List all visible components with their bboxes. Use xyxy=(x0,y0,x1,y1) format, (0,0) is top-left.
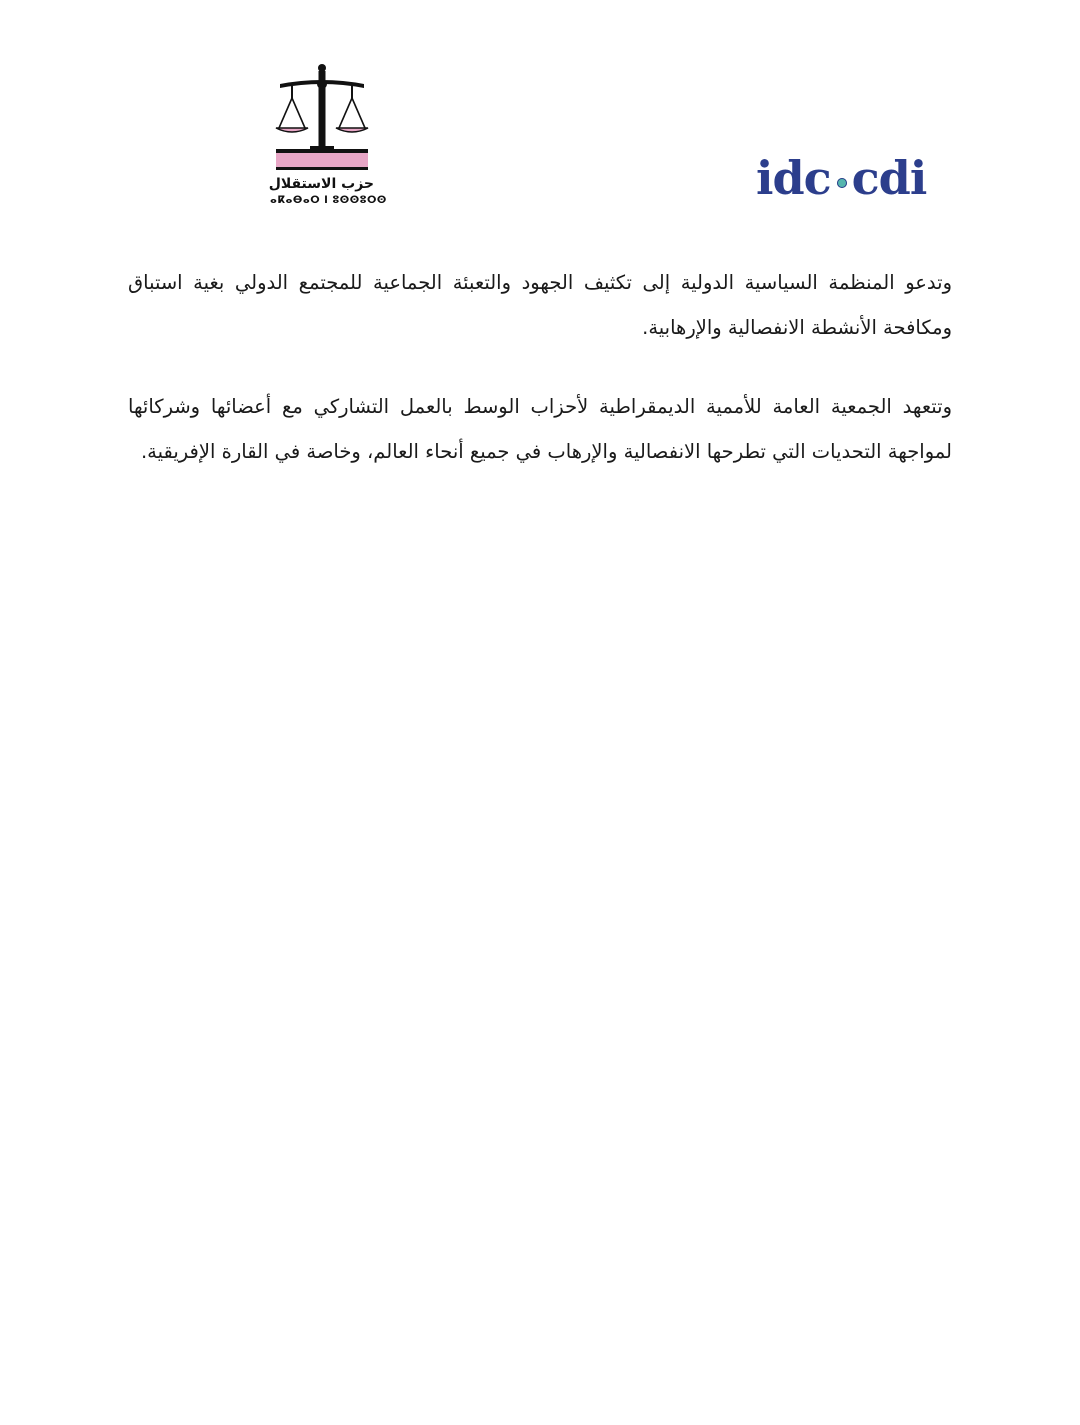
logo-dot-icon xyxy=(837,178,847,188)
idc-cdi-logo xyxy=(756,150,936,206)
scales-of-justice-icon xyxy=(270,62,374,174)
idc-logo-text: idc xyxy=(756,151,831,205)
body-paragraph-2: وتتعهد الجمعية العامة للأممية الديمقراطية لأحزاب الوسط بالعمل التشاركي مع أعضائها وشركائها لمواجهة التحديات التي تطرحها الانفصالية والإرهاب في جميع أنحاء العالم، وخاصة في القارة الإفريقية. xyxy=(128,394,952,463)
party-name-arabic: حزب الاستقلال xyxy=(268,176,374,192)
istiqlal-party-logo xyxy=(268,62,387,214)
party-name-tifinagh: ⴰⴽⴰⴱⴰⵔ ⵏ ⵓⵙⵙⵓⵔⵙ xyxy=(270,195,387,206)
cdi-logo-text: cdi xyxy=(851,151,927,205)
body-paragraph-1: وتدعو المنظمة السياسية الدولية إلى تكثيف الجهود والتعبئة الجماعية للمجتمع الدولي بغية استباق ومكافحة الأنشطة الانفصالية والإرهابية. xyxy=(128,270,952,339)
